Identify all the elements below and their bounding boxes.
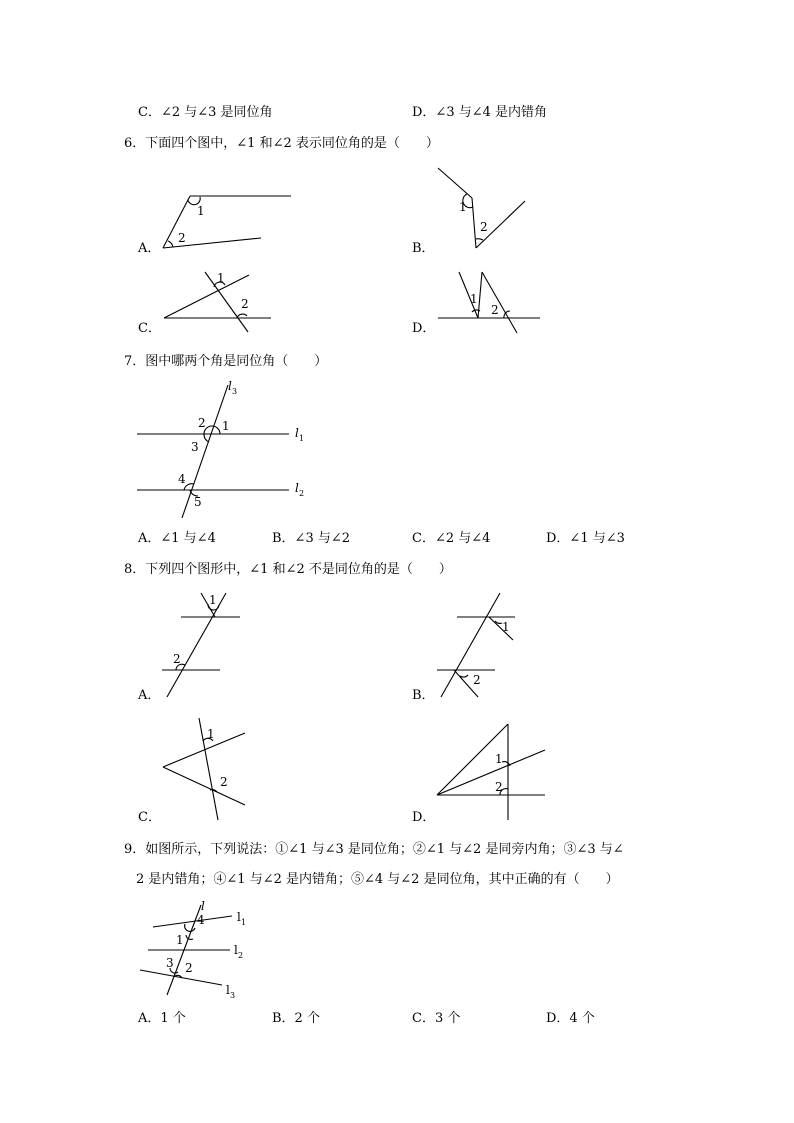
q8-option-c: C． [138,810,161,825]
svg-text:2: 2 [178,231,186,245]
svg-text:2: 2 [473,673,481,687]
svg-text:1: 1 [209,593,217,607]
svg-text:l: l [237,910,241,924]
svg-text:2: 2 [495,780,503,794]
svg-text:1: 1 [222,419,230,433]
svg-text:1: 1 [495,752,503,766]
q5-option-d: D．∠3 与∠4 是内错角 [412,105,548,120]
q6-stem: 6．下面四个图中，∠1 和∠2 表示同位角的是（ ） [124,136,439,151]
svg-text:2: 2 [241,297,249,311]
svg-text:2: 2 [480,220,488,234]
svg-text:1: 1 [176,933,184,947]
q8-stem: 8．下列四个图形中，∠1 和∠2 不是同位角的是（ ） [124,562,452,577]
q6-option-d: D． [412,321,436,336]
svg-text:l: l [201,899,205,913]
q7-option-b: B．∠3 与∠2 [272,531,351,546]
q9-stem-line2: 2 是内错角；④∠1 与∠2 是内错角；⑤∠4 与∠2 是同位角，其中正确的有（ ） [136,872,619,887]
svg-text:5: 5 [194,495,202,509]
svg-text:l: l [234,943,238,957]
q7-option-a: A．∠1 与∠4 [138,531,216,546]
q9-option-c: C．3 个 [412,1011,461,1026]
svg-text:4: 4 [197,913,205,927]
svg-text:1: 1 [207,727,215,741]
svg-text:l: l [226,983,230,997]
q9-option-a: A．1 个 [138,1011,186,1026]
svg-text:l: l [228,379,232,393]
q5-option-c: C．∠2 与∠3 是同位角 [138,105,273,120]
svg-text:1: 1 [459,200,467,214]
q6-option-c: C． [138,321,161,336]
q8-option-a: A． [138,688,161,703]
svg-text:1: 1 [241,918,247,927]
svg-text:3: 3 [166,956,174,970]
svg-text:1: 1 [197,204,205,218]
q9-option-b: B．2 个 [272,1011,320,1026]
svg-text:1: 1 [299,434,305,443]
svg-text:4: 4 [178,472,186,486]
svg-text:l: l [295,426,299,440]
svg-text:3: 3 [232,387,238,396]
svg-text:1: 1 [470,292,478,306]
svg-text:1: 1 [502,620,510,634]
svg-text:3: 3 [191,440,199,454]
svg-text:l: l [295,481,299,495]
q6-option-b: B． [412,241,435,256]
q7-option-d: D．∠1 与∠3 [546,531,625,546]
svg-text:2: 2 [491,303,499,317]
svg-text:2: 2 [238,951,244,960]
q6-option-a: A． [138,241,161,256]
svg-text:2: 2 [198,416,206,430]
svg-text:2: 2 [185,961,193,975]
svg-text:3: 3 [230,991,236,1000]
svg-text:2: 2 [220,775,228,789]
q8-option-b: B． [412,688,435,703]
svg-text:2: 2 [173,652,181,666]
q8-option-d: D． [412,810,436,825]
svg-text:2: 2 [299,489,305,498]
q9-stem-line1: 9．如图所示，下列说法：①∠1 与∠3 是同位角；②∠1 与∠2 是同旁内角；③∠3 与∠ [124,842,624,857]
q7-option-c: C．∠2 与∠4 [412,531,491,546]
svg-text:1: 1 [217,271,225,285]
q9-option-d: D．4 个 [546,1011,595,1026]
q7-stem: 7．图中哪两个角是同位角（ ） [124,354,328,369]
